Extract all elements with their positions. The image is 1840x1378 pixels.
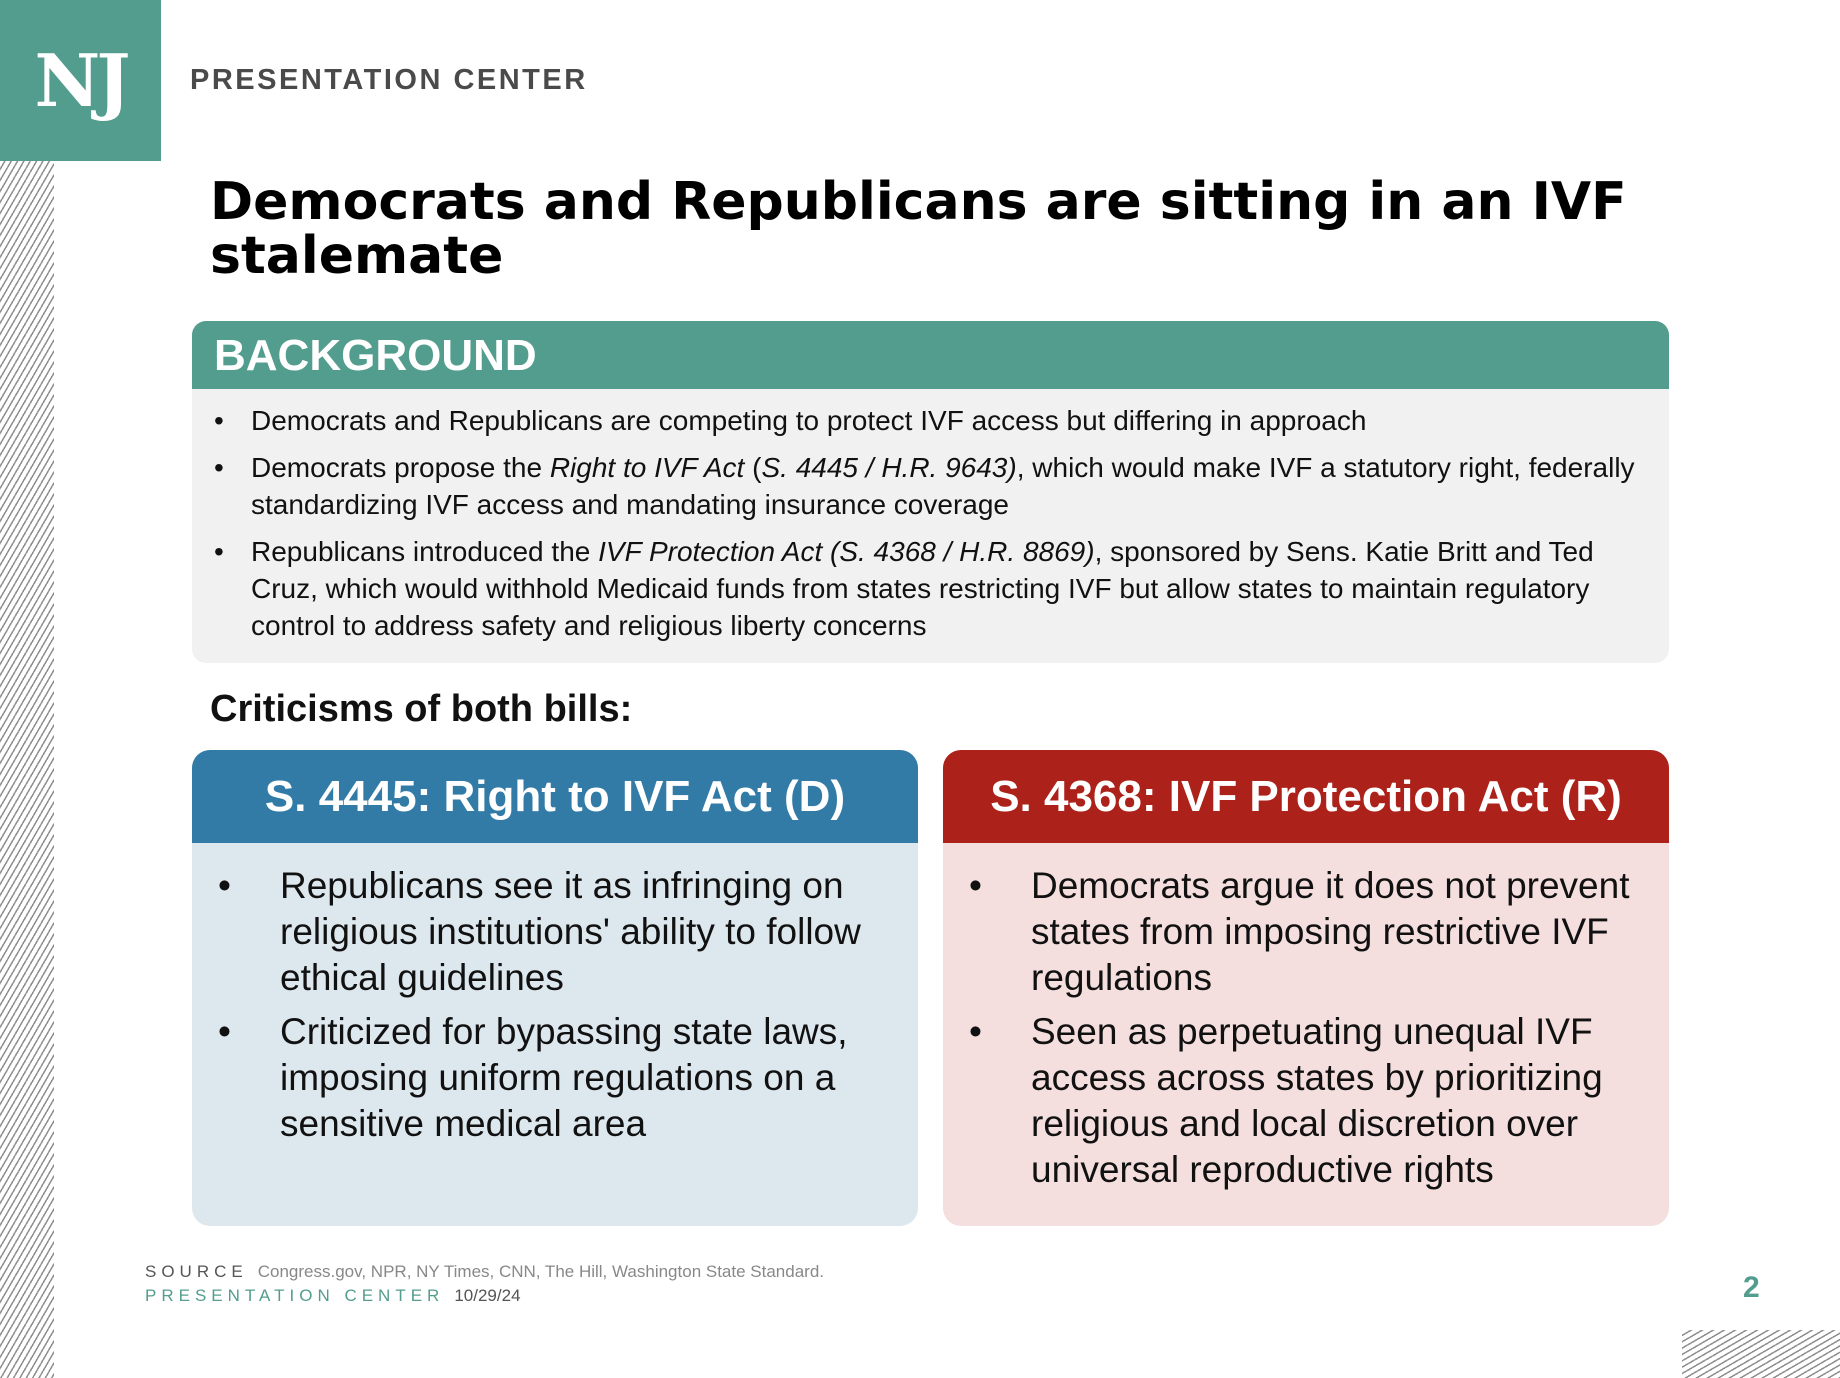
republican-bill-title: S. 4368: IVF Protection Act (R) [943, 750, 1669, 843]
criticism-text: Seen as perpetuating unequal IVF access across states by prioritizing religious and local discretion over universal reproductive rights [1031, 1011, 1603, 1190]
democratic-bill-title: S. 4445: Right to IVF Act (D) [192, 750, 918, 843]
criticism-text: Democrats argue it does not prevent states from imposing restrictive IVF regulations [1031, 865, 1630, 998]
criticism-text: Criticized for bypassing state laws, imposing uniform regulations on a sensitive medical area [280, 1011, 848, 1144]
background-item [214, 402, 1639, 439]
bullet-icon: • [969, 865, 982, 906]
source-text: Congress.gov, NPR, NY Times, CNN, The Hill, Washington State Standard. [257, 1262, 825, 1281]
bullet-icon: • [214, 536, 224, 567]
background-item-text: Republicans introduced the [251, 536, 599, 567]
background-item-text: ( [744, 452, 762, 483]
bill-number: S. 4445 / H.R. 9643) [761, 452, 1017, 483]
criticism-item [969, 1009, 1649, 1193]
criticism-item [969, 863, 1649, 1001]
source-line [145, 1262, 824, 1282]
background-item-text: , sponsored by Sens. Katie Britt and Ted Cruz, which would withhold Medicaid funds from states restricting IVF but allow states to maintain regulatory control to address safety and religious liberty concerns [251, 536, 1594, 641]
bullet-icon: • [218, 1011, 231, 1052]
footer-center-label: PRESENTATION CENTER [145, 1286, 445, 1305]
democratic-bill-criticisms [192, 843, 918, 1147]
bullet-icon: • [214, 405, 224, 436]
footer-center-line [145, 1286, 521, 1306]
background-list [192, 389, 1669, 644]
background-item-text: , which would make IVF a statutory right, federally standardizing IVF access and mandating insurance coverage [251, 452, 1635, 520]
background-item-text: Democrats propose the [251, 452, 550, 483]
bullet-icon: • [218, 865, 231, 906]
decorative-stripes-left [0, 160, 54, 1378]
nj-logo: NJ [0, 0, 161, 161]
background-item-text: Democrats and Republicans are competing to protect IVF access but differing in approach [251, 405, 1367, 436]
background-heading: BACKGROUND [192, 321, 1669, 389]
republican-bill-card [943, 750, 1669, 1226]
criticism-item [218, 863, 898, 1001]
slide-title: Democrats and Republicans are sitting in an IVF stalemate [210, 172, 1627, 286]
background-item [214, 449, 1639, 523]
criticisms-heading: Criticisms of both bills: [210, 688, 633, 730]
page-number: 2 [1743, 1271, 1760, 1304]
brand-name: PRESENTATION CENTER [190, 64, 588, 96]
criticism-text: Republicans see it as infringing on religious institutions' ability to follow ethical guidelines [280, 865, 861, 998]
criticism-item [218, 1009, 898, 1147]
background-panel [192, 321, 1669, 663]
bill-name: Right to IVF Act [549, 452, 745, 483]
source-label: SOURCE [145, 1262, 248, 1281]
background-item [214, 533, 1639, 644]
decorative-stripes-corner [1682, 1330, 1840, 1378]
democratic-bill-card [192, 750, 918, 1226]
bullet-icon: • [969, 1011, 982, 1052]
footer-date: 10/29/24 [454, 1286, 521, 1305]
republican-bill-criticisms [943, 843, 1669, 1193]
bill-name: IVF Protection Act (S. 4368 / H.R. 8869) [598, 536, 1095, 567]
bullet-icon: • [214, 452, 224, 483]
